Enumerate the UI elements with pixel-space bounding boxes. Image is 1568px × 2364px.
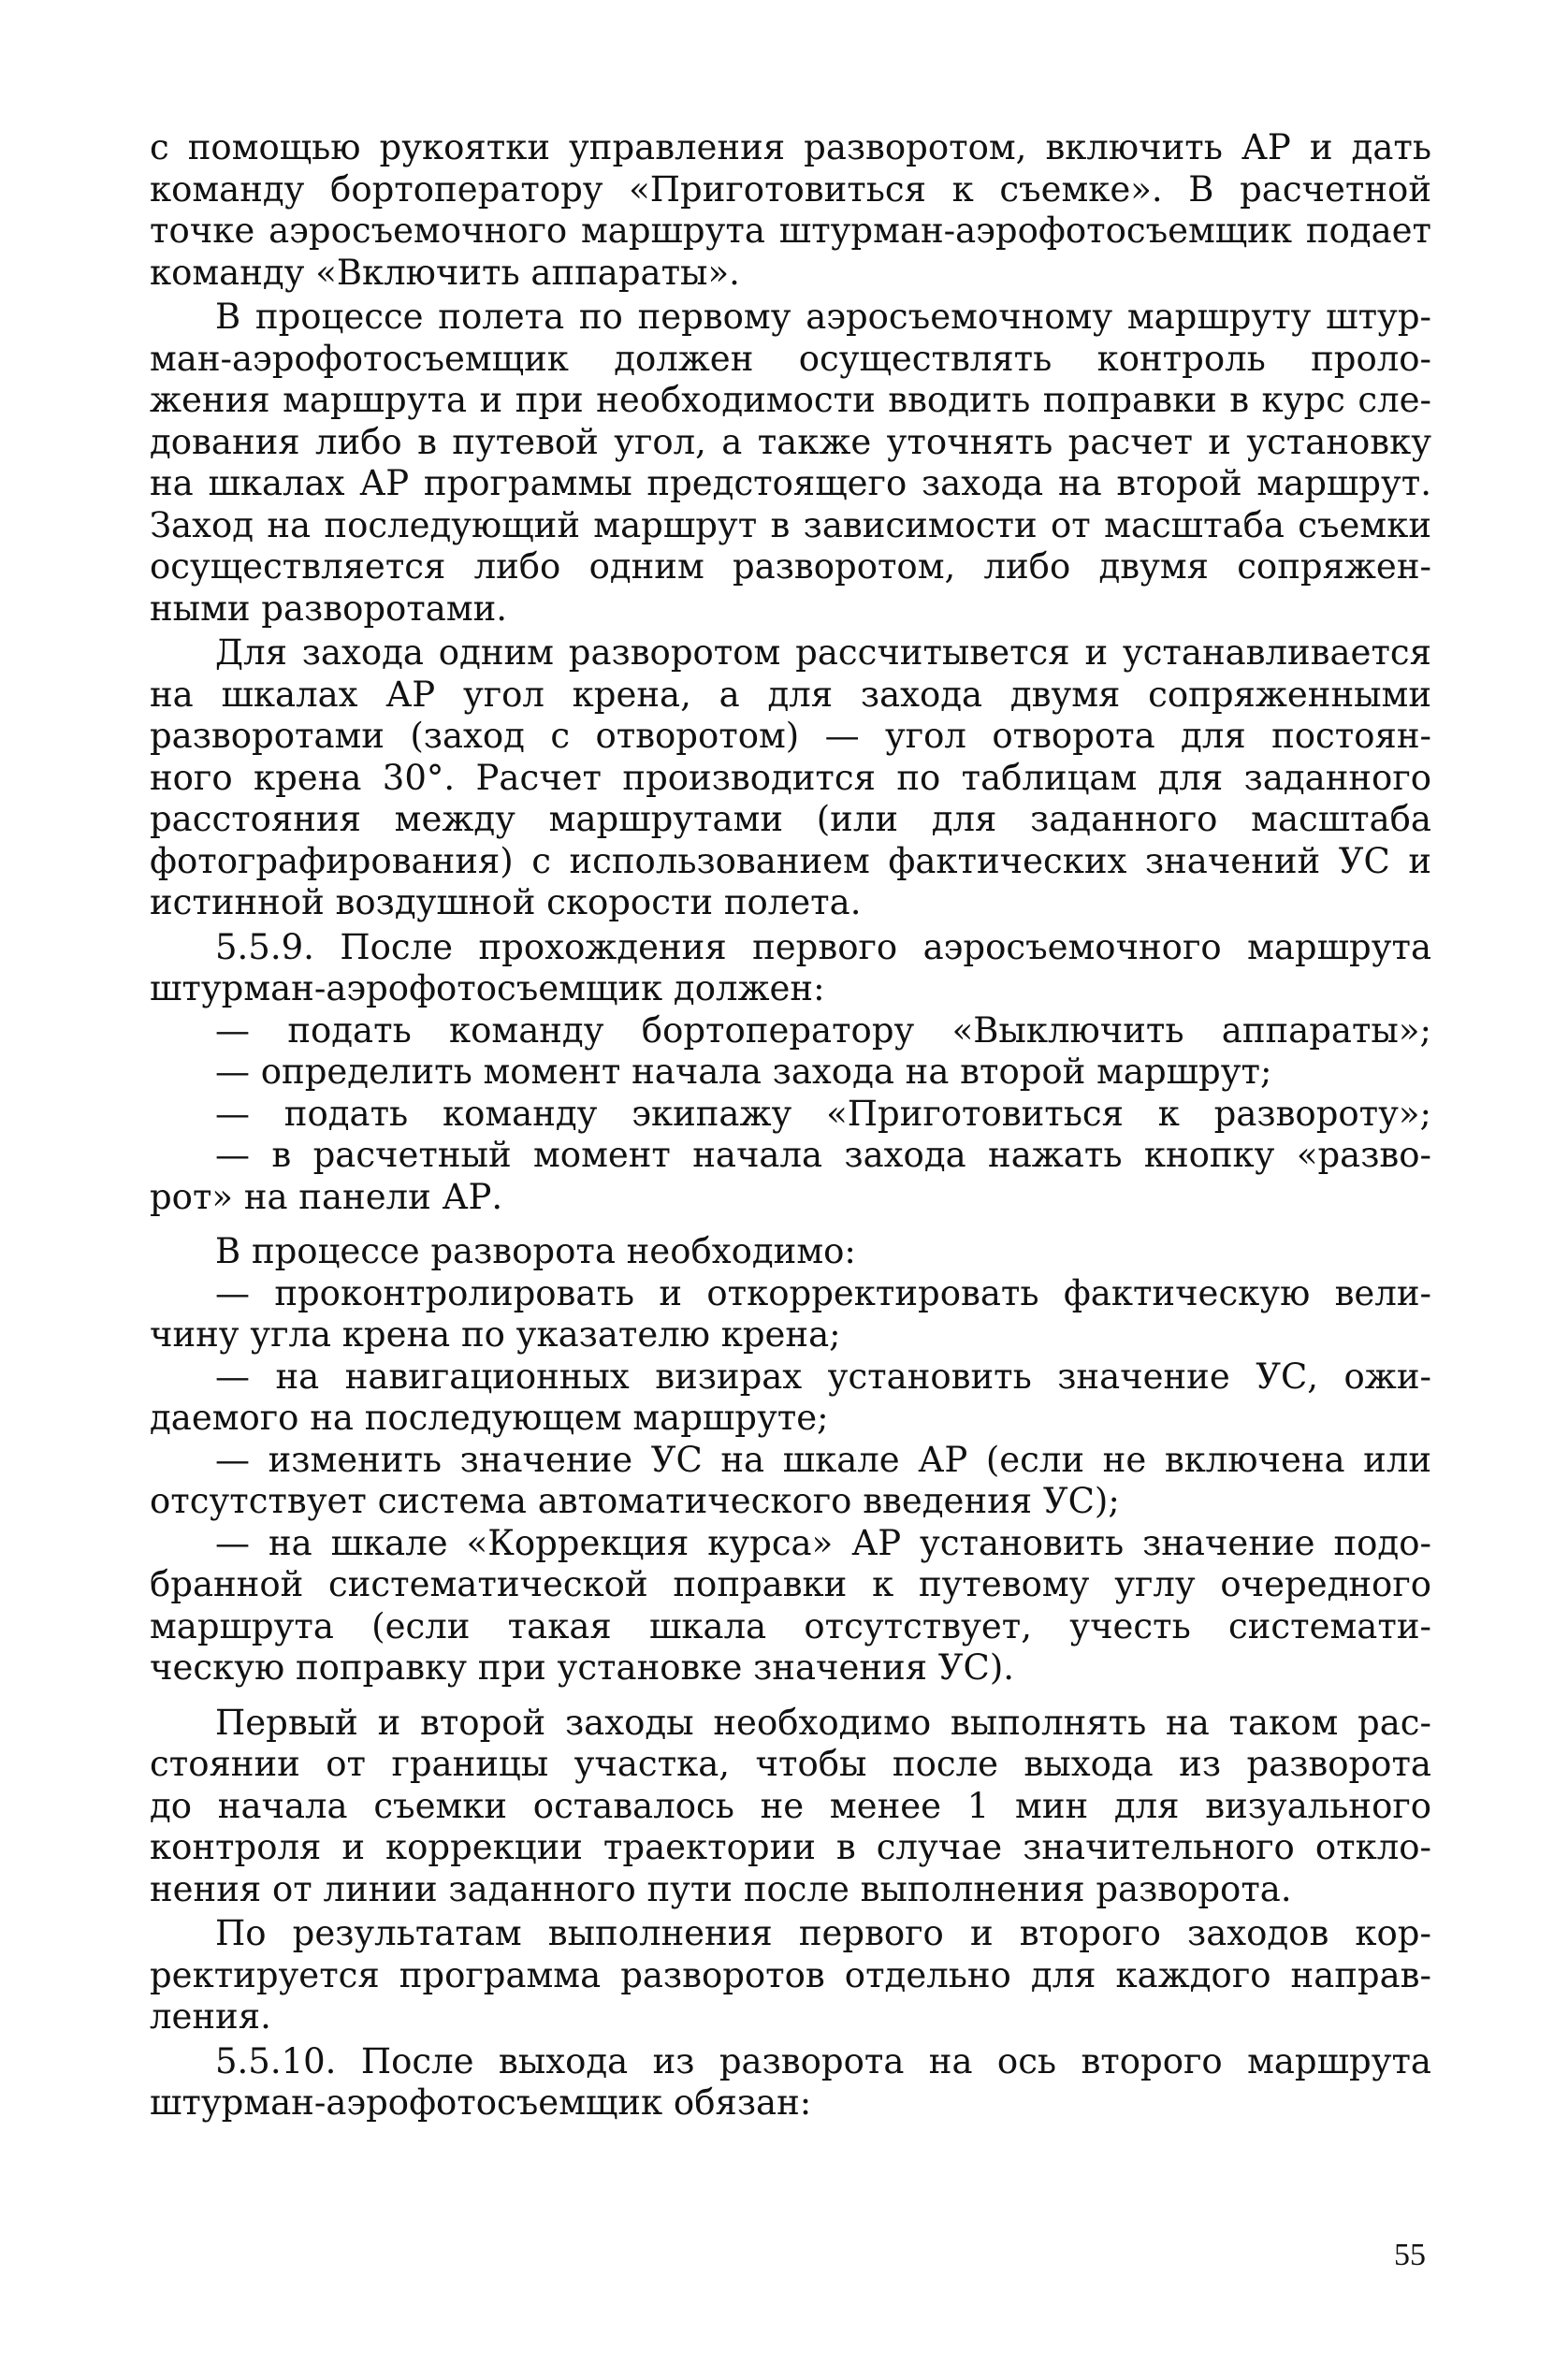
text-line: на шкалах АР угол крена, а для захода двумя сопряженными	[150, 674, 1431, 715]
text-line: команду бортоператору «Приготовиться к съемке». В расчетной	[150, 168, 1431, 210]
text-line: контроля и коррекции траектории в случае значительного откло-	[150, 1827, 1431, 1867]
text-line: штурман-аэрофотосъемщик должен:	[150, 968, 825, 1008]
page-number: 55	[1394, 2238, 1426, 2272]
text-line: на шкалах АР программы предстоящего захода на второй маршрут.	[150, 463, 1431, 503]
list-item: — на шкале «Коррекция курса» АР установить значение подо-	[215, 1522, 1431, 1563]
text-line: даемого на последующем маршруте;	[150, 1398, 829, 1438]
text-line: маршрута (если такая шкала отсутствует, учесть системати-	[150, 1605, 1431, 1646]
text-line: с помощью рукоятки управления разворотом, включить АР и дать	[150, 127, 1431, 167]
text-line: дования либо в путевой угол, а также уточнять расчет и установку	[150, 421, 1431, 462]
list-item: — проконтролировать и откорректировать фактическую вели-	[215, 1272, 1431, 1313]
text-line: истинной воздушной скорости полета.	[150, 882, 862, 922]
text-line: ными разворотами.	[150, 587, 508, 629]
text-line: Заход на последующий маршрут в зависимости от масштаба съемки	[150, 504, 1431, 545]
text-line: ректируется программа разворотов отдельно для каждого направ-	[150, 1954, 1431, 1995]
text-line: стоянии от границы участка, чтобы после выхода из разворота	[150, 1744, 1431, 1784]
list-item: — подать команду бортоператору «Выключить аппараты»;	[215, 1009, 1431, 1051]
list-item: — подать команду экипажу «Приготовиться к развороту»;	[215, 1093, 1431, 1134]
list-item: — в расчетный момент начала захода нажать кнопку «разво-	[215, 1135, 1431, 1175]
text-line: В процессе разворота необходимо:	[215, 1231, 856, 1271]
text-line: ман-аэрофотосъемщик должен осуществлять контроль проло-	[150, 338, 1431, 379]
list-item: — определить момент начала захода на второй маршрут;	[215, 1051, 1272, 1092]
text-line: рот» на панели АР.	[150, 1176, 503, 1217]
text-line: отсутствует система автоматического введения УС);	[150, 1481, 1120, 1521]
section-heading: 5.5.9. После прохождения первого аэросъемочного маршрута	[215, 926, 1431, 967]
text-line: В процессе полета по первому аэросъемочному маршруту штур-	[215, 297, 1431, 337]
text-line: ного крена 30°. Расчет производится по таблицам для заданного	[150, 757, 1431, 798]
text-line: Первый и второй заходы необходимо выполнять на таком рас-	[215, 1702, 1431, 1743]
list-item: — изменить значение УС на шкале АР (если не включена или	[215, 1439, 1431, 1480]
text-line: чину угла крена по указателю крена;	[150, 1314, 841, 1355]
text-line: По результатам выполнения первого и второго заходов кор-	[215, 1913, 1431, 1953]
text-line: ления.	[150, 1996, 271, 2037]
text-line: штурман-аэрофотосъемщик обязан:	[150, 2082, 812, 2123]
text-line: жения маршрута и при необходимости вводить поправки в курс сле-	[150, 380, 1431, 420]
text-line: точке аэросъемочного маршрута штурман-аэрофотосъемщик подает	[150, 210, 1431, 251]
text-line: команду «Включить аппараты».	[150, 252, 740, 293]
text-line: разворотами (заход с отворотом) — угол отворота для постоян-	[150, 716, 1431, 756]
list-item: — на навигационных визирах установить значение УС, ожи-	[215, 1356, 1431, 1397]
page-body	[150, 127, 1431, 2125]
text-line: до начала съемки оставалось не менее 1 мин для визуального	[150, 1785, 1431, 1826]
text-line: бранной систематической поправки к путевому углу очередного	[150, 1564, 1431, 1604]
text-line: расстояния между маршрутами (или для заданного масштаба	[150, 799, 1431, 839]
text-line: Для захода одним разворотом рассчитывется и устанавливается	[215, 632, 1431, 673]
text-line: ческую поправку при установке значения УС).	[150, 1647, 1015, 1688]
text-line: осуществляется либо одним разворотом, либо двумя сопряжен-	[150, 546, 1431, 587]
text-line: фотографирования) с использованием фактических значений УС и	[150, 840, 1431, 881]
section-heading: 5.5.10. После выхода из разворота на ось второго маршрута	[215, 2040, 1431, 2081]
text-line: нения от линии заданного пути после выполнения разворота.	[150, 1868, 1292, 1909]
